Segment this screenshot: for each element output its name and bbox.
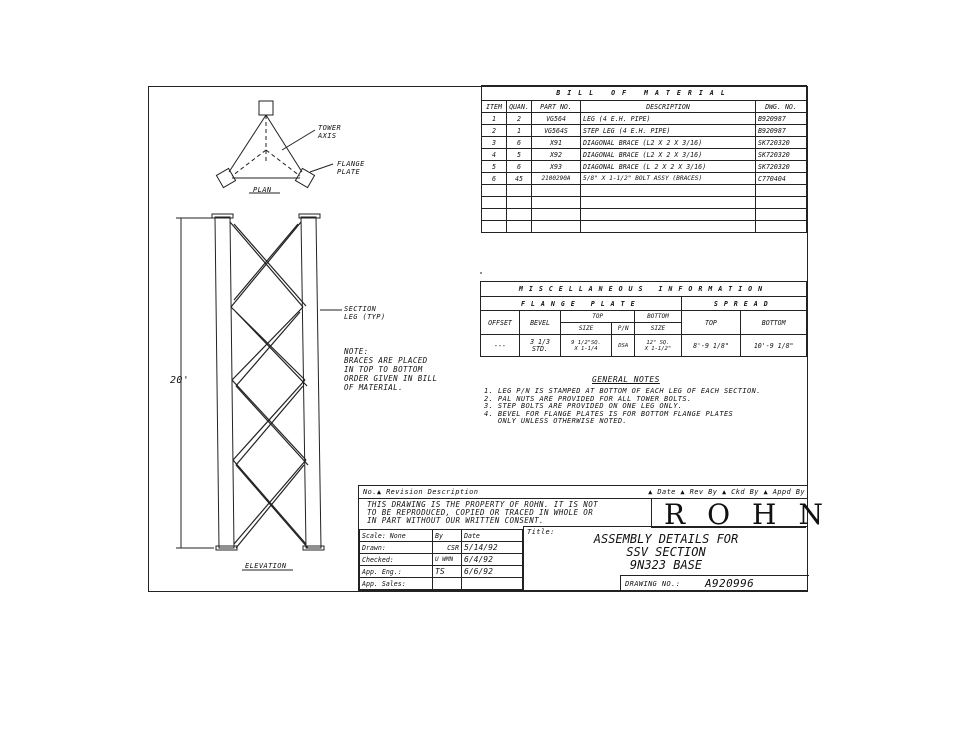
bom-cell: X91	[532, 137, 581, 149]
bill-of-material-table	[481, 85, 807, 233]
misc-title: MISCELLANEOUS INFORMATION	[481, 282, 807, 297]
bom-cell: 5/8" X 1-1/2" BOLT ASSY (BRACES)	[581, 173, 756, 185]
general-notes-title: GENERAL NOTES	[592, 375, 660, 384]
title-block	[358, 485, 845, 591]
bom-cell: 1	[482, 113, 507, 125]
top-pn-header: P/N	[612, 323, 635, 335]
table-row	[360, 554, 523, 566]
property-notice: THIS DRAWING IS THE PROPERTY OF ROHN. IT IS NOT TO BE REPRODUCED, COPIED OR TRACED IN WHOLE OR IN PART WITHOUT OUR WRITTEN CONSENT.	[367, 500, 599, 525]
flange-plate-header: FLANGE PLATE	[481, 297, 682, 311]
revision-header: No.▲ Revision Description	[363, 488, 479, 496]
drawn-date: 5/14/92	[462, 542, 523, 554]
bom-cell: 4	[482, 149, 507, 161]
bom-cell: 2	[507, 113, 532, 125]
table-row	[482, 137, 807, 149]
offset-value: ---	[481, 335, 520, 357]
app-eng-date: 6/6/92	[462, 566, 523, 578]
bom-cell: 6	[507, 137, 532, 149]
table-row	[482, 113, 807, 125]
table-row	[482, 221, 807, 233]
bom-cell: SK720320	[756, 149, 807, 161]
general-note: ONLY UNLESS OTHERWISE NOTED.	[484, 417, 628, 425]
bom-cell: X92	[532, 149, 581, 161]
app-sales-date	[462, 578, 523, 590]
table-row	[360, 542, 523, 554]
top-plate-header: TOP	[561, 311, 635, 323]
general-note: 2. PAL NUTS ARE PROVIDED FOR ALL TOWER BOLTS.	[484, 394, 692, 403]
title-line-3: 9N323 BASE	[629, 558, 703, 572]
flange-plate-label: FLANGE PLATE	[337, 160, 365, 176]
title-line-2: SSV SECTION	[626, 545, 706, 559]
table-row	[482, 125, 807, 137]
bom-title: BILL OF MATERIAL	[482, 86, 807, 101]
offset-header: OFFSET	[481, 311, 520, 335]
bevel-value: 3 1/3 STD.	[520, 335, 561, 357]
bom-cell: 45	[507, 173, 532, 185]
elevation-label: ELEVATION	[245, 562, 287, 570]
app-sales-by	[433, 578, 462, 590]
bom-cell: DIAGONAL BRACE (L2 X 2 X 3/16)	[581, 149, 756, 161]
company-box	[651, 498, 845, 531]
bom-cell: 6	[507, 161, 532, 173]
bom-cell: STEP LEG (4 E.H. PIPE)	[581, 125, 756, 137]
bom-cell: SK720320	[756, 137, 807, 149]
table-row	[360, 566, 523, 578]
bracing-note: NOTE: BRACES ARE PLACED IN TOP TO BOTTOM ORDER GIVEN IN BILL OF MATERIAL.	[344, 347, 438, 392]
tower-axis-label: TOWER AXIS	[318, 124, 342, 140]
spread-header: SPREAD	[681, 297, 806, 311]
table-row	[360, 578, 523, 590]
company-logo: ROHN	[664, 498, 845, 531]
drawing-number-box	[620, 575, 809, 591]
revision-columns: ▲ Date ▲ Rev By ▲ Ckd By ▲ Appd By	[648, 488, 805, 496]
bom-cell: 5	[507, 149, 532, 161]
bom-cell: B920987	[756, 113, 807, 125]
app-eng-by: TS	[433, 566, 462, 578]
general-note: 4. BEVEL FOR FLANGE PLATES IS FOR BOTTOM FLANGE PLATES	[484, 409, 734, 418]
table-row	[482, 149, 807, 161]
bom-cell: LEG (4 E.H. PIPE)	[581, 113, 756, 125]
bom-header-description: DESCRIPTION	[581, 101, 756, 113]
bottom-size-header: SIZE	[635, 323, 681, 335]
table-row	[482, 197, 807, 209]
plan-label: PLAN	[253, 186, 272, 194]
bottom-size-value: 12" SQ. X 1-1/2"	[635, 335, 681, 357]
table-row	[481, 335, 807, 357]
bom-header-item: ITEM	[482, 101, 507, 113]
general-notes-list	[484, 388, 761, 426]
misc-information-table	[480, 281, 807, 357]
top-size-value: 9 1/2"SQ. X 1-1/4	[561, 335, 612, 357]
app-sales-label: App. Sales:	[360, 578, 433, 590]
general-note: 3. STEP BOLTS ARE PROVIDED ON ONE LEG ONLY.	[484, 402, 683, 410]
approval-table	[359, 529, 523, 590]
by-header: By	[433, 530, 462, 542]
bom-cell: 2	[482, 125, 507, 137]
bom-cell: 6	[482, 173, 507, 185]
drawing-number-label: DRAWING NO.:	[625, 580, 681, 588]
bom-header-quan: QUAN.	[507, 101, 532, 113]
bottom-plate-header: BOTTOM	[635, 311, 681, 323]
checked-by: U WMN	[433, 554, 462, 566]
bevel-header: BEVEL	[520, 311, 561, 335]
bom-header-part: PART NO.	[532, 101, 581, 113]
drawing-number: A920996	[705, 577, 755, 590]
drawn-label: Drawn:	[360, 542, 433, 554]
scale-label: Scale: None	[360, 530, 433, 542]
bom-cell: VG564S	[532, 125, 581, 137]
spread-top-value: 8'-9 1/8"	[681, 335, 741, 357]
table-row	[482, 185, 807, 197]
bom-cell: DIAGONAL BRACE (L 2 X 2 X 3/16)	[581, 161, 756, 173]
checked-label: Checked:	[360, 554, 433, 566]
title-line-1: ASSEMBLY DETAILS FOR	[593, 532, 739, 546]
bom-cell: 5	[482, 161, 507, 173]
section-leg-label: SECTION LEG (TYP)	[344, 305, 386, 321]
bom-cell: SK720320	[756, 161, 807, 173]
top-size-header: SIZE	[561, 323, 612, 335]
height-dimension: 20'	[170, 375, 190, 386]
spread-top-header: TOP	[681, 311, 741, 335]
spread-bottom-value: 10'-9 1/8"	[741, 335, 807, 357]
title-label: Title:	[527, 528, 555, 536]
bom-cell: 3	[482, 137, 507, 149]
elevation-view	[176, 214, 342, 570]
app-eng-label: App. Eng.:	[360, 566, 433, 578]
spread-bottom-header: BOTTOM	[741, 311, 807, 335]
bom-cell: 1	[507, 125, 532, 137]
drawn-by: CSR	[433, 542, 462, 554]
table-row	[482, 161, 807, 173]
title-area	[523, 526, 808, 591]
bom-cell: VG564	[532, 113, 581, 125]
bom-header-dwg: DWG. NO.	[756, 101, 807, 113]
bom-cell: 2100290A	[532, 173, 581, 185]
bom-cell: X93	[532, 161, 581, 173]
bom-cell: C770404	[756, 173, 807, 185]
date-header: Date	[462, 530, 523, 542]
bom-cell: DIAGONAL BRACE (L2 X 2 X 3/16)	[581, 137, 756, 149]
top-pn-value: DSA	[612, 335, 635, 357]
bom-cell: B920987	[756, 125, 807, 137]
table-row	[482, 209, 807, 221]
general-note: 1. LEG P/N IS STAMPED AT BOTTOM OF EACH LEG OF EACH SECTION.	[484, 387, 761, 395]
checked-date: 6/4/92	[462, 554, 523, 566]
table-row	[482, 173, 807, 185]
plan-view	[216, 101, 333, 193]
